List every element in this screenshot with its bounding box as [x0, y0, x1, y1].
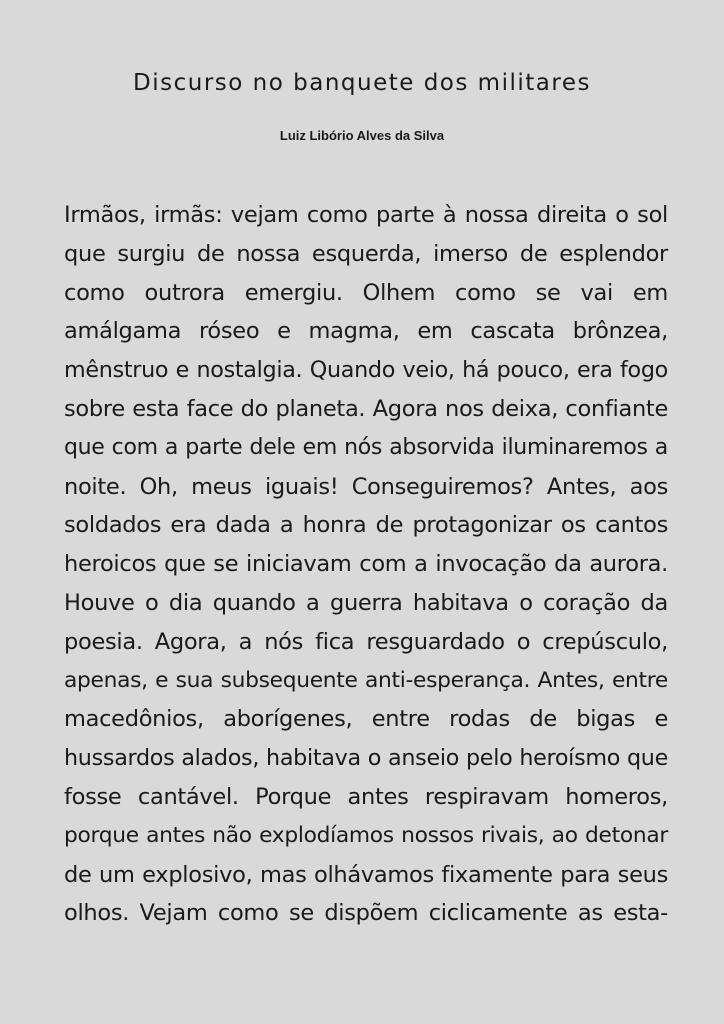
body-line: Houve o dia quando a guerra habitava o coração da [64, 589, 668, 616]
body-line: sobre esta face do planeta. Agora nos deixa, confiante [64, 395, 668, 422]
body-line: que com a parte dele em nós absorvida iluminaremos a [64, 434, 668, 460]
body-line: hussardos alados, habitava o anseio pelo heroísmo que [64, 745, 668, 772]
body-line: porque antes não explodíamos nossos rivais, ao detonar [64, 822, 668, 848]
document-title: Discurso no banquete dos militares [133, 70, 591, 96]
body-line: Irmãos, irmãs: vejam como parte à nossa direita o sol [64, 202, 668, 228]
body-line: mênstruo e nostalgia. Quando veio, há pouco, era fogo [64, 357, 668, 384]
body-line: heroicos que se iniciavam com a invocação da aurora. [64, 551, 668, 578]
body-line: de um explosivo, mas olhávamos fixamente para seus [64, 861, 668, 888]
body-line: fosse cantável. Porque antes respiravam homeros, [64, 783, 668, 810]
body-line: que surgiu de nossa esquerda, imerso de esplendor [64, 240, 668, 267]
body-line: como outrora emergiu. Olhem como se vai em [64, 279, 668, 306]
body-line: macedônios, aborígenes, entre rodas de bigas e [64, 706, 668, 733]
body-line: apenas, e sua subsequente anti-esperança. Antes, entre [64, 667, 668, 693]
document-body [64, 196, 668, 933]
body-line: soldados era dada a honra de protagonizar os cantos [64, 512, 668, 539]
body-line: poesia. Agora, a nós fica resguardado o crepúsculo, [64, 628, 668, 655]
body-line: amálgama róseo e magma, em cascata brônzea, [64, 318, 668, 345]
body-line: noite. Oh, meus iguais! Conseguiremos? Antes, aos [64, 473, 668, 500]
document-author: Luiz Libório Alves da Silva [279, 128, 445, 143]
body-line: olhos. Vejam como se dispõem ciclicamente as esta- [64, 900, 668, 927]
